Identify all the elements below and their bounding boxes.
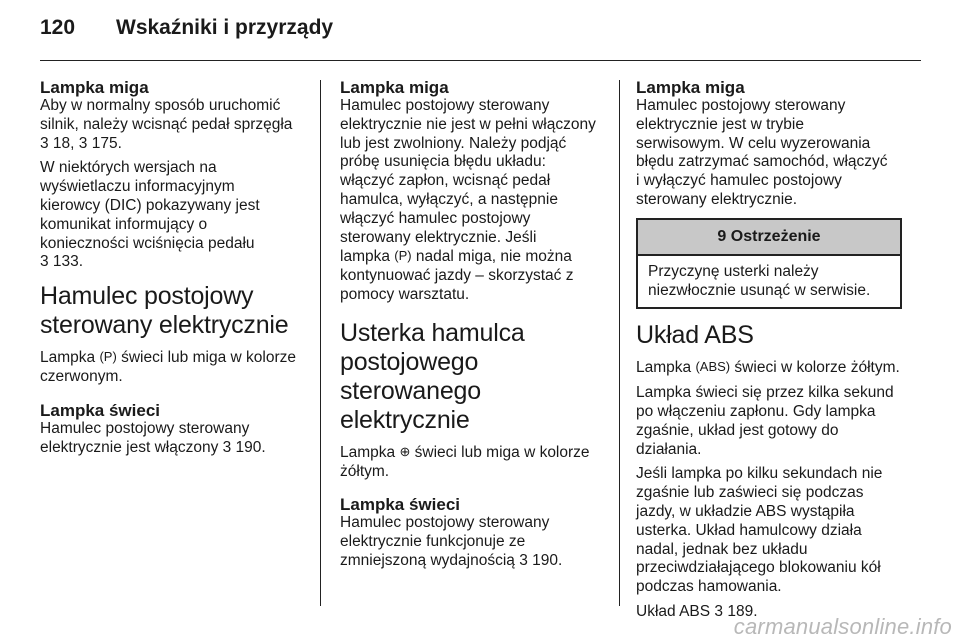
heading-epb-fault: Usterka hamulca postojowego sterowanego elektrycznie (340, 318, 525, 434)
paragraph-service-mode: Hamulec postojowy sterowany elektrycznie jest w trybie serwisowym. W celu wyzerowania błędu zatrzymać samochód, włączyć i wyłączyć hamulec postojowy sterowany elektrycznie. (636, 97, 888, 208)
column-3 (636, 78, 904, 628)
lamp-text: świeci lub miga w kolorze żółtym. (340, 443, 590, 480)
paragraph-epb-engaged: Hamulec postojowy sterowany elektrycznie jest włączony 3 190. (40, 419, 266, 456)
lamp-label: Lampka (636, 359, 696, 377)
parking-brake-icon: (P) (99, 349, 117, 365)
parking-brake-icon: (P) (394, 248, 412, 264)
warning-box (636, 218, 902, 310)
heading-lamp-flashing: Lampka miga (40, 78, 149, 97)
paragraph-abs-startup: Lampka świeci się przez kilka sekund po włączeniu zapłonu. Gdy lampka zgaśnie, układ jest gotowy do działania. (636, 384, 894, 458)
lamp-text: świeci w kolorze żółtym. (730, 359, 900, 377)
heading-lamp-flashing: Lampka miga (340, 78, 449, 97)
paragraph-abs-lamp (636, 358, 904, 378)
watermark: carmanualsonline.info (733, 614, 952, 639)
paragraph-text: Hamulec postojowy sterowany elektrycznie nie jest w pełni włączony lub jest zwolniony. Należy podjąć próbę usunięcia błędu układu: włączyć zapłon, wcisnąć pedał hamulca, wyłączyć, a następnie włączyć hamulec postojowy sterowany elektrycznie. Jeśli lampka (340, 97, 596, 266)
heading-lamp-lit: Lampka świeci (40, 400, 161, 420)
column-divider-2 (619, 80, 620, 606)
lamp-label: Lampka (340, 443, 400, 461)
heading-lamp-lit: Lampka świeci (340, 495, 461, 515)
header-rule (40, 60, 921, 61)
heading-lamp-flashing: Lampka miga (636, 78, 745, 97)
paragraph-epb-lamp (40, 348, 305, 387)
lamp-label: Lampka (40, 349, 100, 367)
paragraph-dic: W niektórych wersjach na wyświetlaczu informacyjnym kierowcy (DIC) pokazywany jest komunikat informujący o konieczności wciśnięcia pedału 3 133. (40, 159, 260, 271)
paragraph-fault-lamp (340, 443, 605, 482)
page-number: 120 (40, 16, 76, 39)
heading-abs: Układ ABS (636, 321, 754, 350)
column-1 (40, 78, 305, 463)
section-title: Wskaźniki i przyrządy (116, 16, 334, 39)
lamp-text: świeci lub miga w kolorze czerwonym. (40, 349, 296, 385)
warning-title: 9 Ostrzeżenie (638, 220, 900, 256)
abs-icon: (ABS) (695, 359, 731, 375)
paragraph-abs-fault: Jeśli lampka po kilku sekundach nie zgaśnie lub zaświeci się podczas jazdy, w układzie ABS wystąpiła usterka. Układ hamulcowy działa nadal, jednak bez układu przeciwdziałającego blokowaniu kół podczas hamowania. (636, 465, 883, 596)
column-2 (340, 78, 605, 577)
column-divider-1 (320, 80, 321, 606)
paragraph-epb-fault (340, 97, 605, 305)
warning-text: Przyczynę usterki należy niezwłocznie usunąć w serwisie. (648, 262, 871, 299)
heading-electric-parking-brake: Hamulec postojowy sterowany elektrycznie (40, 282, 289, 340)
paragraph-abs-ref: Układ ABS 3 189. (636, 602, 758, 620)
paragraph-text: nadal miga, nie można kontynuować jazdy – skorzystać z pomocy warsztatu. (340, 248, 574, 303)
epb-fault-icon: ⊕ (399, 443, 411, 459)
paragraph-clutch: Aby w normalny sposób uruchomić silnik, należy wcisnąć pedał sprzęgła 3 18, 3 175. (40, 97, 293, 152)
paragraph-reduced-performance: Hamulec postojowy sterowany elektrycznie funkcjonuje ze zmniejszoną wydajnością 3 190. (340, 514, 563, 569)
